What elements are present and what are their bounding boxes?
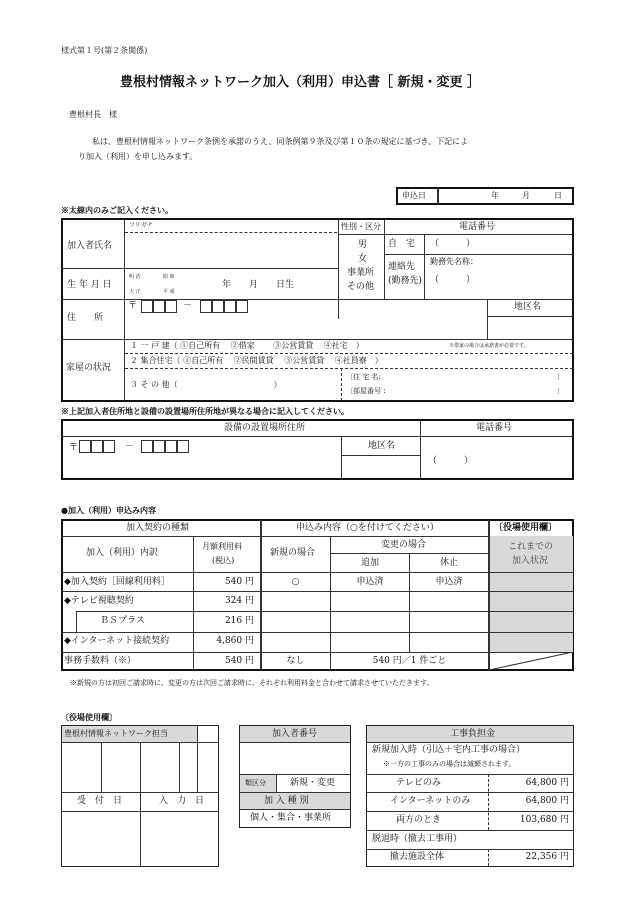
new-mark-tv[interactable]	[261, 592, 330, 611]
install-postal-digit-box[interactable]	[141, 440, 153, 453]
row-internet-contract: ◆インターネット接続契約	[64, 636, 170, 646]
addressee: 豊根村長 様	[69, 110, 117, 119]
application-date-label: 申込日	[402, 191, 426, 200]
intro-text-line1: 私は、豊根村情報ネットワーク条例を承諾のうえ、同条例第９条及び第１０条の規定に基づき、下記によ	[92, 137, 469, 146]
birthdate-label: 生 年 月 日	[67, 280, 112, 290]
pause-mark-internet[interactable]	[410, 633, 488, 652]
install-location-note: ※上記加入者住所地と設備の設置場所住所地が異なる場合に記入してください。	[61, 406, 349, 416]
pause-mark-basic[interactable]: 申込済	[435, 577, 463, 587]
application-form-page: 様式第１号(第２条関係) 豊根村情報ネットワーク加入（利用）申込書［ 新規・変更 ］ 豊根村長 様 私は、豊根村情報ネットワーク条例を承諾のうえ、同条例第９条及び第１０条の規定に基づき、下記によ り加入（利用）を申し込みます。 申込日 年 月 日 ※太線内のみご記入ください。 フリガナ 加入者氏名 性別・区分 男 女 事業所 その他 電話番号 自 宅 （ ） 連絡先 (勤務先) 勤務先名称： （ ） 生 年 月 日 明 治 昭 和 大 正 平 成 年 月 日生 住 所 〒 － 地区名 家屋の状況 １ 一 戸 建（ ①自己所有 ②借家 ③公営賃貸 ④社宅 ） ※借家の場合は承諾書が必要です。 ２ 集合住宅（ ①自己所有 ②民間賃貸 ③公営賃貸 ④社員寮 ） ３ そ の 他（ ） 〔住 宅 名: 〕 〔部屋番号 : 〕 ※上記加入者住所地と設備の設置場所住所地が異なる場合に記入してください。 設備の設置場所住所 電話番号 〒 － 地区名 （ ） ●加入（利用）申込み内容 加入契約の種類 申込み内容（○を付けてください） 〔役場使用欄〕 加入（利用）内訳 月額利用料 (税込) 新規の場合 変更の場合 追加 休止 これまでの 加入状況 ◆加入契約［回線利用料］ 540 円 ○ 申込済 申込済 ◆テレビ視聴契約 324 円 ＢＳプラス 216 円 ◆インターネット接続契約 4,860 円 事務手数料（※） 540 円 なし 540 円／1 件ごと ※新規の方は初回ご請求時に、変更の方は次回ご請求時に、それぞれ利用料金と合わせて請求させていただきます。 〔役場使用欄〕 豊根村情報ネットワーク担当 受 付 日 入 力 日 加入者番号 類区分 新規・変更 加 入 種 別 個人・集合・事業所 工事負担金 新規加入時（引込＋宅内工事の場合） ※一方の工事のみの場合は減額されます。 テレビのみ 64,800 円 インターネットのみ 64,800 円 両方のとき 103,680 円 脱退時（撤去工事用） 撤去施設全体 22,356 円	[0, 0, 630, 903]
row-tv-contract: ◆テレビ視聴契約	[64, 596, 134, 606]
postal-digit-box[interactable]	[236, 300, 248, 313]
birthdate-field[interactable]: 年 月 日生	[222, 280, 295, 290]
workplace-name-field[interactable]: 勤務先名称：	[430, 257, 478, 266]
apartment-name-field[interactable]: 〔住 宅 名:	[346, 373, 381, 381]
office-use-title: 〔役場使用欄〕	[61, 712, 117, 722]
row-bs-plus: ＢＳプラス	[100, 616, 145, 626]
install-postal-digit-box[interactable]	[153, 440, 165, 453]
district-label: 地区名	[514, 302, 542, 312]
intro-text-line2: り加入（利用）を申し込みます。	[78, 152, 198, 161]
home-phone-field[interactable]: （ ）	[430, 239, 476, 249]
install-postal-digit-box[interactable]	[79, 440, 91, 453]
sex-female[interactable]: 女	[358, 254, 368, 264]
install-phone-field[interactable]: （ ）	[428, 456, 474, 466]
address-label: 住 所	[67, 313, 104, 323]
furigana-label: フリガナ	[129, 222, 153, 229]
house-option-detached[interactable]: １ 一 戸 建（ ①自己所有 ②借家 ③公営賃貸 ④社宅 ）	[130, 341, 364, 350]
room-number-field[interactable]: 〔部屋番号 :	[346, 387, 386, 395]
form-number: 様式第１号(第２条関係)	[61, 46, 148, 55]
new-mark-basic[interactable]: ○	[291, 577, 300, 587]
house-status-label: 家屋の状況	[66, 363, 112, 373]
pause-mark-tv[interactable]	[410, 592, 488, 611]
postal-digit-box[interactable]	[141, 300, 153, 313]
install-postal-digit-box[interactable]	[103, 440, 115, 453]
row-handling-fee: 事務手数料（※）	[64, 656, 137, 666]
sex-male[interactable]: 男	[358, 240, 368, 250]
add-mark-bs[interactable]	[331, 612, 409, 632]
category-other[interactable]: その他	[347, 282, 375, 292]
thick-border-note: ※太線内のみご記入ください。	[61, 205, 173, 215]
pause-mark-bs[interactable]	[410, 612, 488, 632]
postal-digit-box[interactable]	[200, 300, 212, 313]
add-mark-internet[interactable]	[331, 633, 409, 652]
applicant-name-label: 加入者氏名	[67, 241, 113, 251]
install-postal-digit-box[interactable]	[165, 440, 177, 453]
postal-digit-box[interactable]	[153, 300, 165, 313]
install-postal-digit-box[interactable]	[177, 440, 189, 453]
postal-digit-box[interactable]	[165, 300, 177, 313]
applicant-name-field[interactable]	[126, 234, 336, 266]
new-mark-bs[interactable]	[261, 612, 330, 632]
install-postal-digit-box[interactable]	[91, 440, 103, 453]
new-mark-internet[interactable]	[261, 633, 330, 652]
form-title: 豊根村情報ネットワーク加入（利用）申込書［ 新規・変更 ］	[120, 75, 481, 90]
postal-digit-box[interactable]	[212, 300, 224, 313]
house-option-other[interactable]: ３ そ の 他（ ）	[130, 380, 282, 389]
billing-footnote: ※新規の方は初回ご請求時に、変更の方は次回ご請求時に、それぞれ利用料金と合わせて請求させていただきます。	[70, 679, 434, 687]
add-mark-basic[interactable]: 申込済	[356, 577, 384, 587]
add-mark-tv[interactable]	[331, 592, 409, 611]
postal-digit-box[interactable]	[224, 300, 236, 313]
work-phone-field[interactable]: （ ）	[430, 275, 476, 285]
diagonal-slash	[489, 652, 573, 670]
address-field[interactable]	[126, 316, 486, 337]
house-option-apartment[interactable]: ２ 集合住宅（ ①自己所有 ②民間賃貸 ③公営賃貸 ④社員寮 ）	[130, 356, 383, 365]
subscription-section-title: ●加入（利用）申込み内容	[61, 505, 156, 515]
district-field[interactable]	[489, 318, 572, 337]
row-basic-contract: ◆加入契約［回線利用料］	[64, 577, 170, 587]
category-office[interactable]: 事業所	[347, 268, 375, 278]
